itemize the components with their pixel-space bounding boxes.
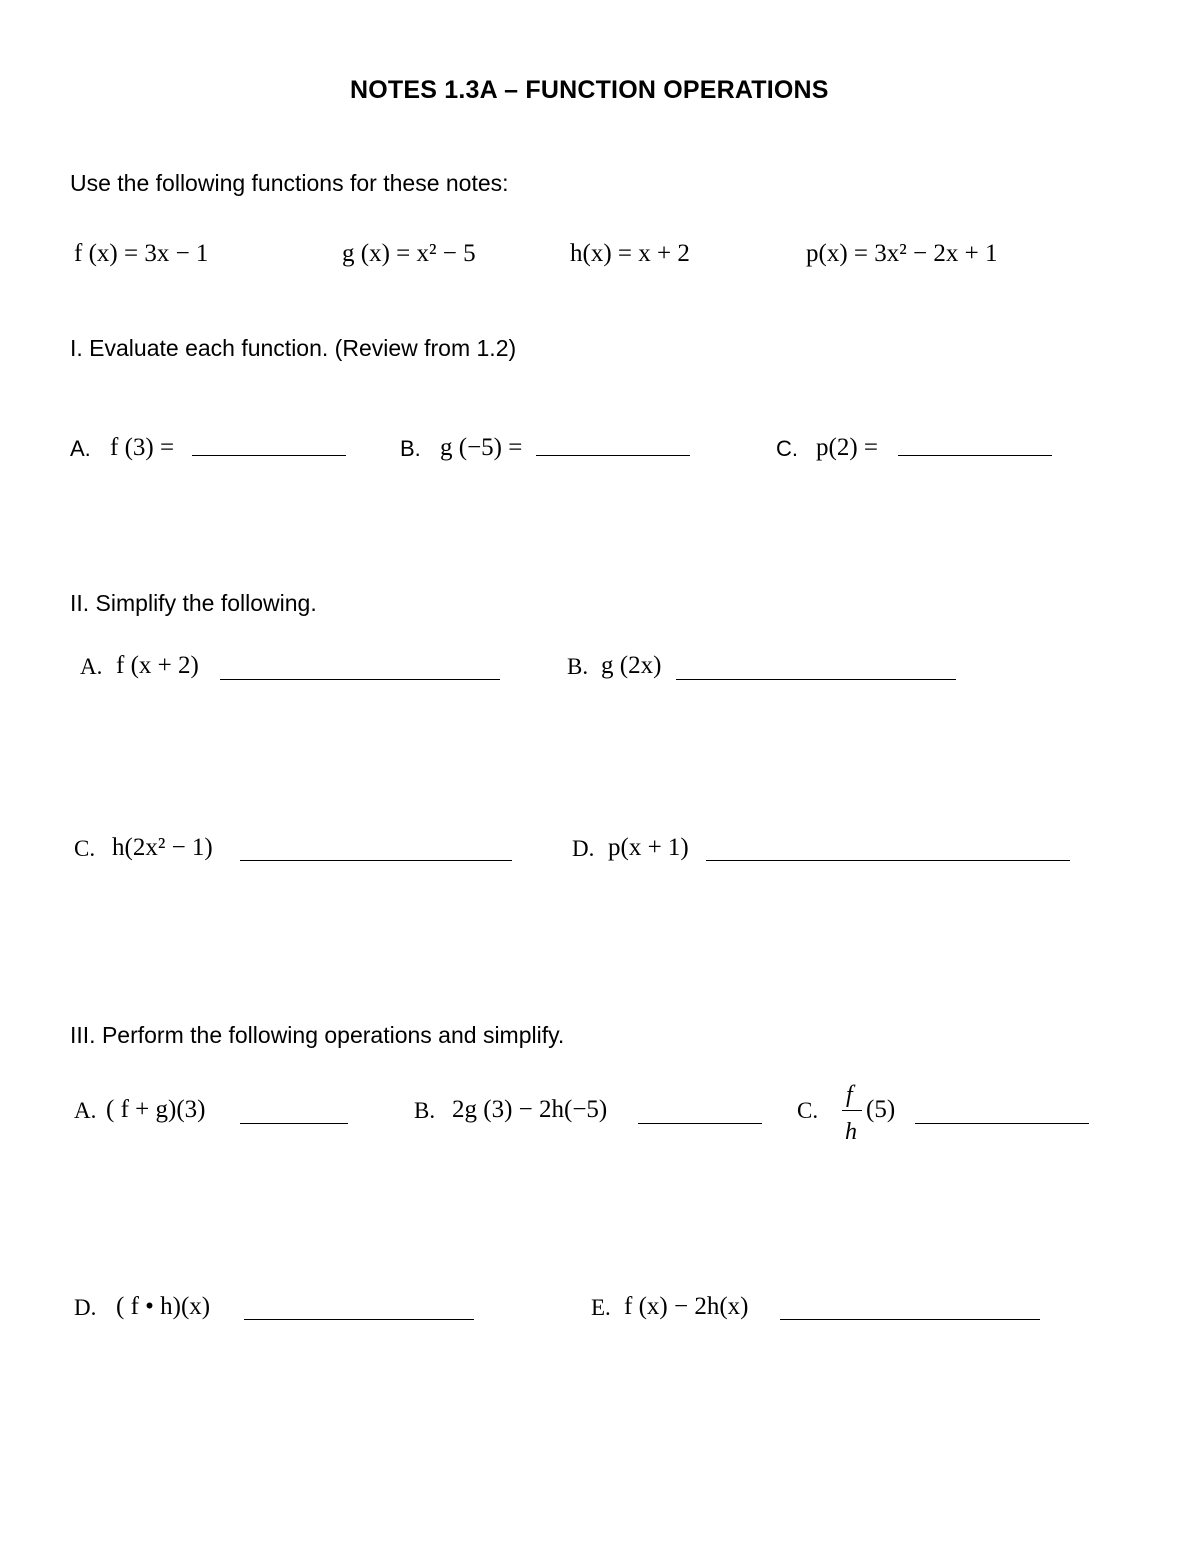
s3-item-b-answer-blank[interactable] [638,1123,762,1124]
s3-item-e-expr: f (x) − 2h(x) [624,1293,749,1320]
s3-item-c-denominator: h [845,1119,857,1145]
s3-item-a-expr: ( f + g)(3) [106,1096,206,1123]
s2-item-c-label: C. [74,836,96,861]
s3-item-c-expr: (5) [866,1096,896,1123]
page-title: NOTES 1.3A – FUNCTION OPERATIONS [350,76,829,104]
function-f-definition: f (x) = 3x − 1 [74,240,209,267]
s2-item-d-answer-blank[interactable] [706,860,1070,861]
s2-item-d-label: D. [572,836,595,861]
section-2-heading: II. Simplify the following. [70,590,317,616]
s3-item-c-fraction-bar [842,1110,862,1111]
s2-item-a-label: A. [80,654,103,679]
s1-item-c-label: C. [776,436,798,461]
s3-item-a-answer-blank[interactable] [240,1123,348,1124]
s3-item-d-answer-blank[interactable] [244,1319,474,1320]
s3-item-c-answer-blank[interactable] [915,1123,1089,1124]
s2-item-b-label: B. [567,654,589,679]
function-h-definition: h(x) = x + 2 [570,240,690,267]
s2-item-c-answer-blank[interactable] [240,860,512,861]
s3-item-b-expr: 2g (3) − 2h(−5) [452,1096,608,1123]
s2-item-a-answer-blank[interactable] [220,679,500,680]
s3-item-d-expr: ( f • h)(x) [116,1293,211,1320]
s2-item-a-expr: f (x + 2) [116,652,199,679]
intro-text: Use the following functions for these notes: [70,170,509,196]
s2-item-c-expr: h(2x² − 1) [112,834,213,861]
s3-item-d-label: D. [74,1295,97,1320]
s1-item-a-label: A. [70,436,91,461]
function-g-definition: g (x) = x² − 5 [342,240,476,267]
function-p-definition: p(x) = 3x² − 2x + 1 [806,240,998,267]
s3-item-c-label: C. [797,1098,819,1123]
s2-item-d-expr: p(x + 1) [608,834,689,861]
s3-item-c-numerator: f [846,1082,853,1108]
section-1-heading: I. Evaluate each function. (Review from 1.2) [70,335,517,361]
s3-item-e-answer-blank[interactable] [780,1319,1040,1320]
s1-item-b-expr: g (−5) = [440,434,523,461]
s2-item-b-answer-blank[interactable] [676,679,956,680]
section-3-heading: III. Perform the following operations and simplify. [70,1022,565,1048]
s1-item-b-label: B. [400,436,421,461]
s1-item-c-expr: p(2) = [816,434,878,461]
s3-item-b-label: B. [414,1098,436,1123]
s1-item-c-answer-blank[interactable] [898,455,1052,456]
s3-item-e-label: E. [591,1295,611,1320]
s1-item-a-answer-blank[interactable] [192,455,346,456]
s1-item-a-expr: f (3) = [110,434,175,461]
s1-item-b-answer-blank[interactable] [536,455,690,456]
s2-item-b-expr: g (2x) [601,652,662,679]
s3-item-a-label: A. [74,1098,97,1123]
